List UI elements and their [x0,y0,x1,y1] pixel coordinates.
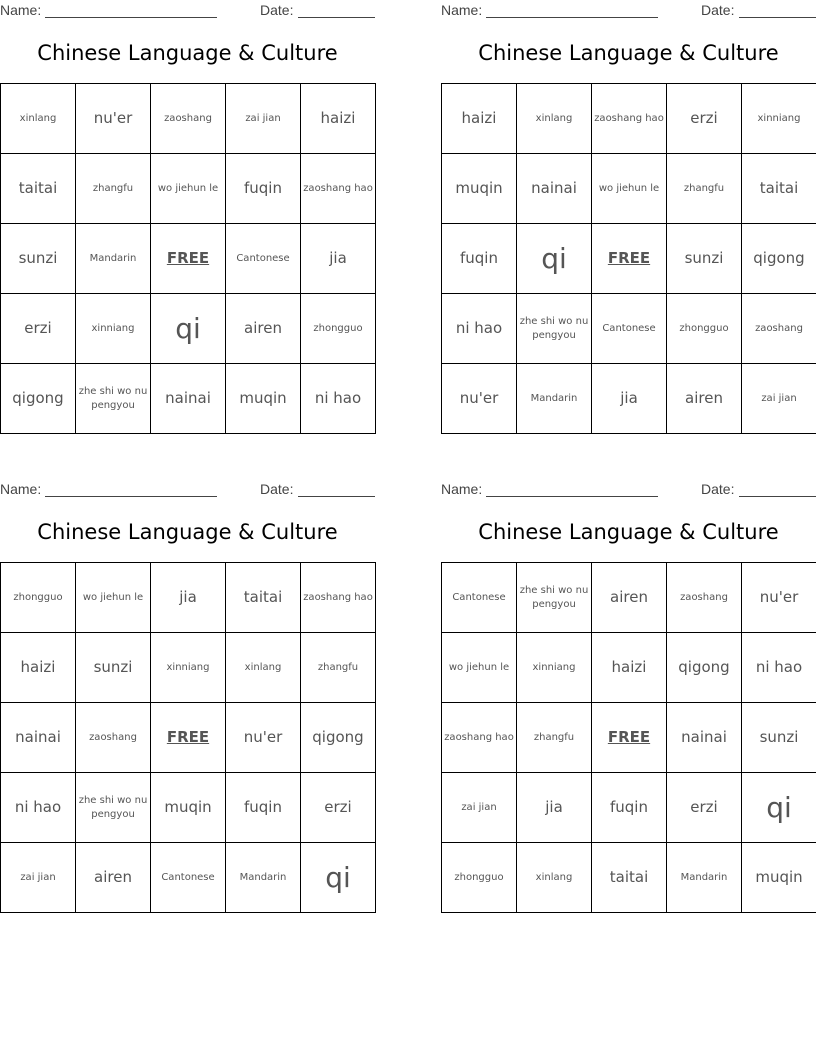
name-blank-line [486,496,658,497]
bingo-cell-fuqin: fuqin [226,154,301,224]
bingo-cell-ni-hao: ni hao [742,633,816,703]
bingo-cell-zhongguo: zhongguo [301,294,376,364]
bingo-cell-erzi: erzi [667,84,742,154]
bingo-cell-nainai: nainai [667,703,742,773]
card-title: Chinese Language & Culture [37,41,338,65]
bingo-cell-muqin: muqin [442,154,517,224]
bingo-cell-mandarin: Mandarin [226,843,301,913]
bingo-cell-sunzi: sunzi [1,224,76,294]
bingo-cell-fuqin: fuqin [592,773,667,843]
bingo-card-4 [441,479,816,919]
bingo-cell-xinniang: xinniang [517,633,592,703]
free-space: FREE [151,224,226,294]
bingo-cell-zhangfu: zhangfu [517,703,592,773]
grid-row [442,633,816,703]
free-space: FREE [592,703,667,773]
grid-row [1,224,376,294]
name-blank-line [486,17,658,18]
bingo-cell-qi: qi [151,294,226,364]
bingo-cell-jia: jia [151,563,226,633]
bingo-cell-muqin: muqin [151,773,226,843]
bingo-cell-zaoshang: zaoshang [151,84,226,154]
bingo-cell-zaoshang-hao: zaoshang hao [592,84,667,154]
date-label: Date: [701,2,735,18]
bingo-cell-wo-jiehun-le: wo jiehun le [442,633,517,703]
bingo-cell-zhe-shi-wo-nu-pengyou: zhe shi wo nu pengyou [76,773,151,843]
bingo-cell-taitai: taitai [742,154,816,224]
bingo-cell-xinniang: xinniang [742,84,816,154]
bingo-cell-qi: qi [301,843,376,913]
bingo-cell-taitai: taitai [592,843,667,913]
name-label: Name: [441,2,483,18]
bingo-cell-zaoshang-hao: zaoshang hao [301,154,376,224]
bingo-grid [0,83,376,434]
grid-row [442,843,816,913]
bingo-cell-zhangfu: zhangfu [76,154,151,224]
bingo-cell-haizi: haizi [442,84,517,154]
card-title: Chinese Language & Culture [478,520,779,544]
bingo-cell-qigong: qigong [301,703,376,773]
grid-row [1,364,376,434]
grid-row [1,703,376,773]
bingo-cell-zhe-shi-wo-nu-pengyou: zhe shi wo nu pengyou [517,294,592,364]
bingo-cell-zhongguo: zhongguo [1,563,76,633]
bingo-cell-qigong: qigong [742,224,816,294]
bingo-cell-nainai: nainai [1,703,76,773]
bingo-cell-ni-hao: ni hao [442,294,517,364]
bingo-cell-xinlang: xinlang [517,843,592,913]
bingo-cell-nu-er: nu'er [76,84,151,154]
bingo-cell-qigong: qigong [1,364,76,434]
bingo-cell-sunzi: sunzi [742,703,816,773]
bingo-cell-zaoshang-hao: zaoshang hao [301,563,376,633]
bingo-cell-erzi: erzi [667,773,742,843]
grid-row [1,633,376,703]
grid-row [442,294,816,364]
bingo-cell-nainai: nainai [151,364,226,434]
bingo-cell-xinniang: xinniang [151,633,226,703]
bingo-cell-jia: jia [301,224,376,294]
bingo-cell-mandarin: Mandarin [667,843,742,913]
bingo-cell-fuqin: fuqin [442,224,517,294]
card-title: Chinese Language & Culture [478,41,779,65]
bingo-cell-jia: jia [592,364,667,434]
bingo-cell-erzi: erzi [301,773,376,843]
bingo-cell-zhongguo: zhongguo [667,294,742,364]
date-blank-line [298,496,375,497]
bingo-cell-zhe-shi-wo-nu-pengyou: zhe shi wo nu pengyou [76,364,151,434]
grid-row [1,563,376,633]
bingo-cell-ni-hao: ni hao [1,773,76,843]
bingo-cell-nainai: nainai [517,154,592,224]
bingo-cell-xinlang: xinlang [1,84,76,154]
bingo-grid [441,83,816,434]
bingo-cell-qigong: qigong [667,633,742,703]
bingo-cell-cantonese: Cantonese [592,294,667,364]
name-blank-line [45,496,217,497]
card-header [0,2,375,20]
bingo-cell-wo-jiehun-le: wo jiehun le [151,154,226,224]
card-title: Chinese Language & Culture [37,520,338,544]
bingo-cell-airen: airen [226,294,301,364]
bingo-cell-zhe-shi-wo-nu-pengyou: zhe shi wo nu pengyou [517,563,592,633]
grid-row [442,84,816,154]
bingo-cell-haizi: haizi [301,84,376,154]
bingo-cell-qi: qi [517,224,592,294]
bingo-cell-muqin: muqin [226,364,301,434]
bingo-cell-taitai: taitai [1,154,76,224]
bingo-grid [441,562,816,913]
bingo-card-3 [0,479,375,919]
bingo-cell-zai-jian: zai jian [442,773,517,843]
bingo-cell-haizi: haizi [1,633,76,703]
bingo-cell-wo-jiehun-le: wo jiehun le [592,154,667,224]
bingo-cell-wo-jiehun-le: wo jiehun le [76,563,151,633]
date-blank-line [298,17,375,18]
grid-row [442,224,816,294]
bingo-cell-xinlang: xinlang [517,84,592,154]
bingo-cell-zaoshang: zaoshang [76,703,151,773]
grid-row [442,364,816,434]
bingo-cell-mandarin: Mandarin [517,364,592,434]
bingo-cell-sunzi: sunzi [667,224,742,294]
bingo-cell-taitai: taitai [226,563,301,633]
free-space: FREE [151,703,226,773]
name-blank-line [45,17,217,18]
bingo-cell-xinniang: xinniang [76,294,151,364]
card-header [0,481,375,499]
bingo-cell-zai-jian: zai jian [226,84,301,154]
bingo-cell-nu-er: nu'er [742,563,816,633]
date-label: Date: [701,481,735,497]
bingo-grid [0,562,376,913]
bingo-cell-sunzi: sunzi [76,633,151,703]
bingo-cell-zhangfu: zhangfu [667,154,742,224]
bingo-cell-zaoshang-hao: zaoshang hao [442,703,517,773]
grid-row [442,703,816,773]
free-space: FREE [592,224,667,294]
date-label: Date: [260,2,294,18]
grid-row [442,773,816,843]
card-header [441,481,816,499]
grid-row [1,294,376,364]
bingo-cell-fuqin: fuqin [226,773,301,843]
bingo-cell-haizi: haizi [592,633,667,703]
bingo-cell-nu-er: nu'er [442,364,517,434]
bingo-cell-airen: airen [667,364,742,434]
bingo-cell-jia: jia [517,773,592,843]
name-label: Name: [0,2,42,18]
bingo-cell-muqin: muqin [742,843,816,913]
bingo-cell-ni-hao: ni hao [301,364,376,434]
grid-row [1,843,376,913]
bingo-cell-cantonese: Cantonese [226,224,301,294]
bingo-cell-zaoshang: zaoshang [742,294,816,364]
grid-row [1,84,376,154]
grid-row [442,563,816,633]
name-label: Name: [441,481,483,497]
grid-row [1,773,376,843]
bingo-cell-erzi: erzi [1,294,76,364]
grid-row [442,154,816,224]
date-label: Date: [260,481,294,497]
bingo-cell-cantonese: Cantonese [442,563,517,633]
grid-row [1,154,376,224]
bingo-cell-zai-jian: zai jian [742,364,816,434]
date-blank-line [739,17,816,18]
bingo-cell-qi: qi [742,773,816,843]
card-header [441,2,816,20]
bingo-cell-zhangfu: zhangfu [301,633,376,703]
bingo-cell-zhongguo: zhongguo [442,843,517,913]
name-label: Name: [0,481,42,497]
bingo-card-1 [0,0,375,440]
bingo-cell-nu-er: nu'er [226,703,301,773]
bingo-cell-xinlang: xinlang [226,633,301,703]
bingo-cell-airen: airen [592,563,667,633]
bingo-cell-zaoshang: zaoshang [667,563,742,633]
bingo-cell-zai-jian: zai jian [1,843,76,913]
bingo-card-2 [441,0,816,440]
bingo-cell-airen: airen [76,843,151,913]
bingo-cell-mandarin: Mandarin [76,224,151,294]
date-blank-line [739,496,816,497]
bingo-cell-cantonese: Cantonese [151,843,226,913]
